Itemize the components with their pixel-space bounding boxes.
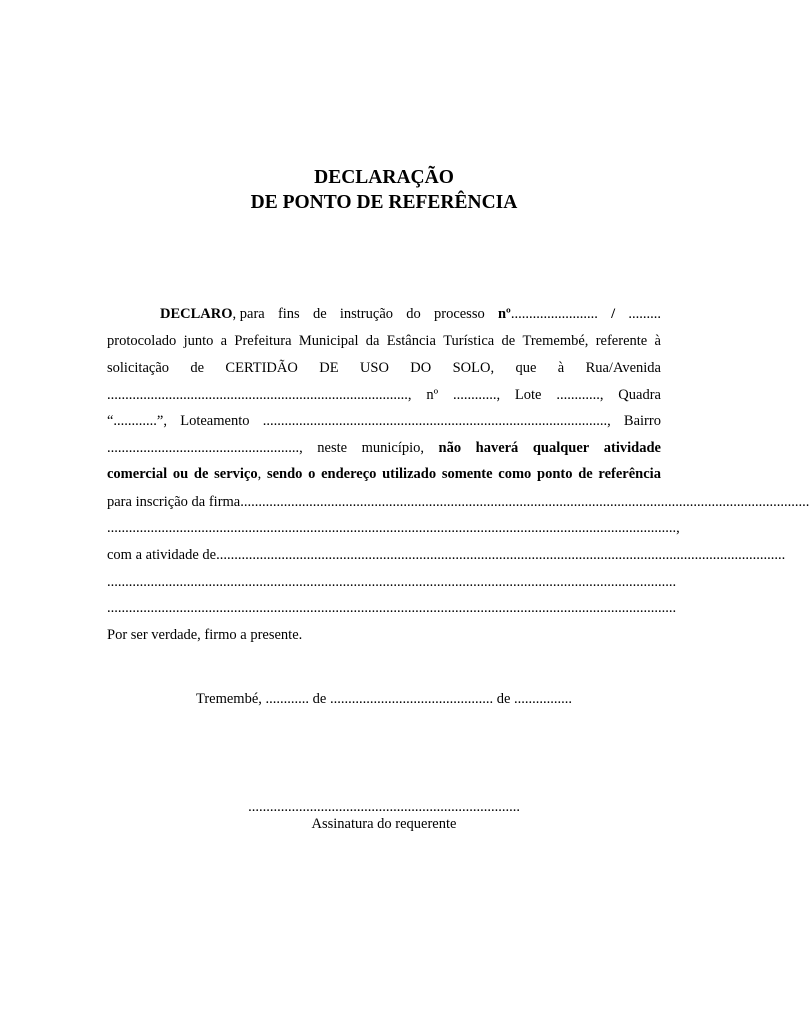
body-line-8: para inscrição da firma ............................................................................................................................................................. bbox=[107, 494, 809, 510]
title-line-1: DECLARAÇÃO bbox=[314, 167, 454, 188]
body-line-1: DECLARO, para fins de instrução do processo nº........................ / ......... bbox=[160, 306, 661, 322]
body-line-4: ..................................................................................., nº ............, Lote ............, Quadra bbox=[107, 387, 661, 403]
title-line-2: DE PONTO DE REFERÊNCIA bbox=[250, 192, 518, 213]
body-line-3: solicitação de CERTIDÃO DE USO DO SOLO, que à Rua/Avenida bbox=[107, 360, 661, 376]
body-line-2: protocolado junto a Prefeitura Municipal da Estância Turística de Tremembé, referente à bbox=[107, 333, 661, 349]
date-line: Tremembé, ............ de ............................................. de ................ bbox=[195, 691, 573, 707]
body-line-11: ............................................................................................................................................................. bbox=[107, 574, 677, 590]
body-line-10: com a atividade de ............................................................................................................................................................. bbox=[107, 547, 786, 563]
signature-line: ........................................................................... bbox=[248, 799, 520, 815]
declaro-keyword: DECLARO bbox=[160, 306, 233, 322]
body-line-6: ....................................................., neste município, não haverá qualquer atividade bbox=[107, 440, 661, 456]
document-title bbox=[0, 165, 768, 215]
body-line-9: ............................................................................................................................................................. , bbox=[107, 520, 680, 536]
signature-label: Assinatura do requerente bbox=[311, 816, 457, 832]
body-line-7: comercial ou de serviço, sendo o endereço utilizado somente como ponto de referência bbox=[107, 466, 661, 482]
body-line-5: “............”, Loteamento ..............................................................................................., Bairro bbox=[107, 413, 661, 429]
body-line-12: ............................................................................................................................................................. bbox=[107, 600, 677, 616]
closing-statement: Por ser verdade, firmo a presente. bbox=[107, 627, 303, 643]
